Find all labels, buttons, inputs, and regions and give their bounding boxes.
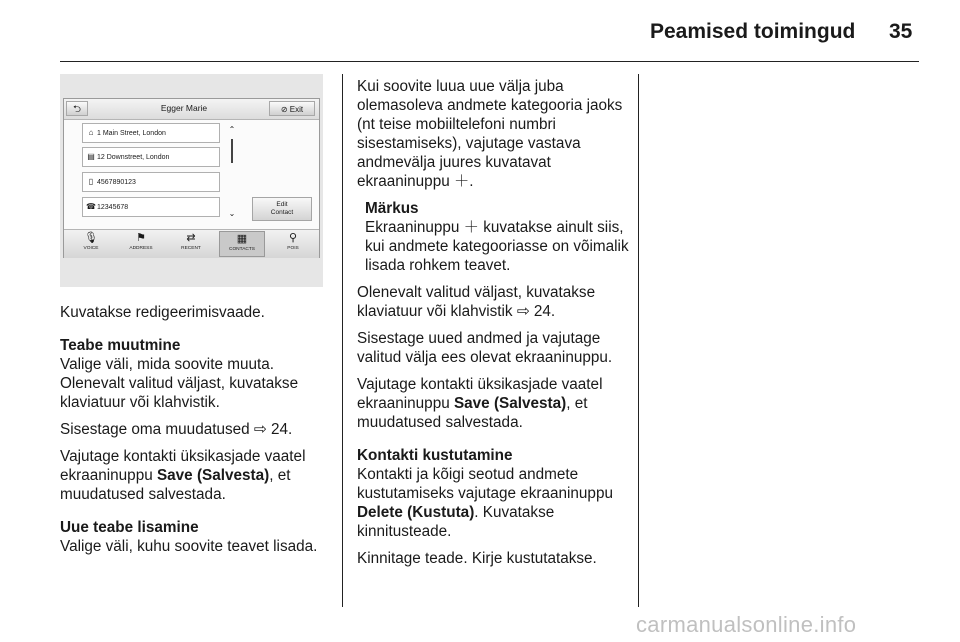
nav-label: POIS [287, 246, 299, 251]
field-text: 12 Downstreet, London [97, 154, 170, 161]
watermark: carmanualsonline.info [636, 612, 857, 637]
exit-label: Exit [289, 105, 304, 114]
paragraph [60, 447, 335, 504]
contacts-icon: ▦ [236, 233, 248, 245]
column-divider-1 [342, 74, 343, 607]
office-icon: ▤ [87, 152, 95, 161]
text: , et muudatused salvestada. [357, 395, 588, 431]
header-divider [60, 61, 919, 62]
recent-arrows-icon: ⇄ [186, 232, 196, 244]
chevron-up-icon: ⌃ [228, 125, 236, 134]
paragraph: Kui soovite luua uue välja juba olemasoleva andmete kategooria jaoks (nt teise mobiiltelefoni numbri sisestamiseks), vajutage vastava andmevälja juures kuvatavat ekraaninuppu ＋. [357, 78, 623, 190]
figure-caption: Kuvatakse redigeerimisvaade. [60, 304, 265, 321]
edit-contact-button [252, 197, 312, 221]
edit-label-line2: Contact [270, 209, 294, 216]
page-reference-arrow-icon: ⇨ [516, 303, 530, 320]
home-icon: ⌂ [88, 128, 94, 137]
nav-label: RECENT [181, 246, 201, 251]
scrollbar [228, 125, 236, 220]
paragraph: Valige väli, mida soovite muuta. Olenevalt valitud väljast, kuvatakse klaviatuur või klahvistik. [60, 356, 299, 411]
flag-icon: ⚑ [136, 232, 146, 244]
save-label: Save (Salvesta) [156, 467, 270, 484]
nav-contacts [219, 231, 265, 257]
middle-column [357, 77, 632, 576]
note-text: Ekraaninuppu ＋ kuvatakse ainult siis, kui andmete kategooriasse on võimalik lisada rohkem teavet. [365, 219, 629, 274]
edit-label-line1: Edit [276, 201, 288, 208]
page-header-title: Peamised toimingud [650, 20, 856, 43]
note-heading: Märkus [365, 200, 419, 217]
nav-label: ADDRESS [129, 246, 153, 251]
save-label: Save (Salvesta) [453, 395, 567, 412]
field-mobile-number [82, 172, 220, 192]
text: Olenevalt valitud väljast, kuvatakse klaviatuur või klahvistik [357, 284, 596, 320]
field-text: 1 Main Street, London [97, 130, 166, 137]
page-reference: 24. [270, 421, 293, 438]
text: . Kuvatakse kinnitusteade. [357, 504, 555, 540]
field-fax-number [82, 197, 220, 217]
paragraph [357, 465, 632, 541]
poi-pin-icon: ⚲ [288, 232, 298, 244]
screen-top-bar [64, 99, 319, 120]
paragraph [357, 283, 632, 321]
page-reference-arrow-icon: ⇨ [253, 421, 267, 438]
nav-recent [168, 231, 214, 257]
paragraph: Valige väli, kuhu soovite teavet lisada. [60, 538, 318, 555]
paragraph [60, 420, 335, 439]
nav-pois [270, 231, 316, 257]
page-number: 35 [889, 20, 913, 43]
nav-label: CONTACTS [228, 247, 256, 252]
field-home-address [82, 123, 220, 143]
nav-address [118, 231, 164, 257]
column-divider-2 [638, 74, 639, 607]
text: Kontakti ja kõigi seotud andmete kustutamiseks vajutage ekraaninuppu [357, 466, 613, 502]
mobile-phone-icon: ▯ [88, 177, 94, 186]
field-text: 4567890123 [97, 179, 136, 186]
text: Sisestage oma muudatused [60, 421, 254, 438]
paragraph: Sisestage uued andmed ja vajutage valitud välja ees olevat ekraaninuppu. [357, 330, 613, 366]
nav-label: VOICE [83, 246, 99, 251]
infotainment-screen [63, 98, 320, 258]
paragraph: Kinnitage teade. Kirje kustutatakse. [357, 550, 597, 567]
edit-contact-screenshot [60, 74, 323, 287]
section-heading-add-info: Uue teabe lisamine [60, 519, 199, 536]
field-text: 12345678 [97, 204, 129, 211]
exit-icon: ⊘ [280, 105, 288, 114]
text: , et muudatused salvestada. [60, 467, 291, 503]
note-block [357, 199, 632, 275]
fax-icon: ☎ [86, 202, 96, 211]
contact-name-title: Egger Marie [160, 103, 208, 113]
microphone-icon: 🎙 [84, 232, 98, 244]
paragraph [357, 375, 632, 432]
text: Vajutage kontakti üksikasjade vaatel ekraaninuppu [60, 448, 306, 484]
field-office-address [82, 147, 220, 167]
left-column [60, 303, 335, 564]
chevron-down-icon: ⌄ [228, 209, 236, 218]
delete-label: Delete (Kustuta) [357, 504, 475, 521]
page-reference: 24. [533, 303, 556, 320]
exit-button [269, 101, 315, 116]
section-heading-edit-info: Teabe muutmine [60, 337, 181, 354]
nav-voice [68, 231, 114, 257]
section-heading-delete-contact: Kontakti kustutamine [357, 447, 513, 464]
bottom-navigation-bar [64, 229, 319, 258]
back-arrow-icon: ⮌ [66, 101, 88, 116]
text: Vajutage kontakti üksikasjade vaatel ekraaninuppu [357, 376, 603, 412]
scroll-thumb [231, 139, 233, 163]
